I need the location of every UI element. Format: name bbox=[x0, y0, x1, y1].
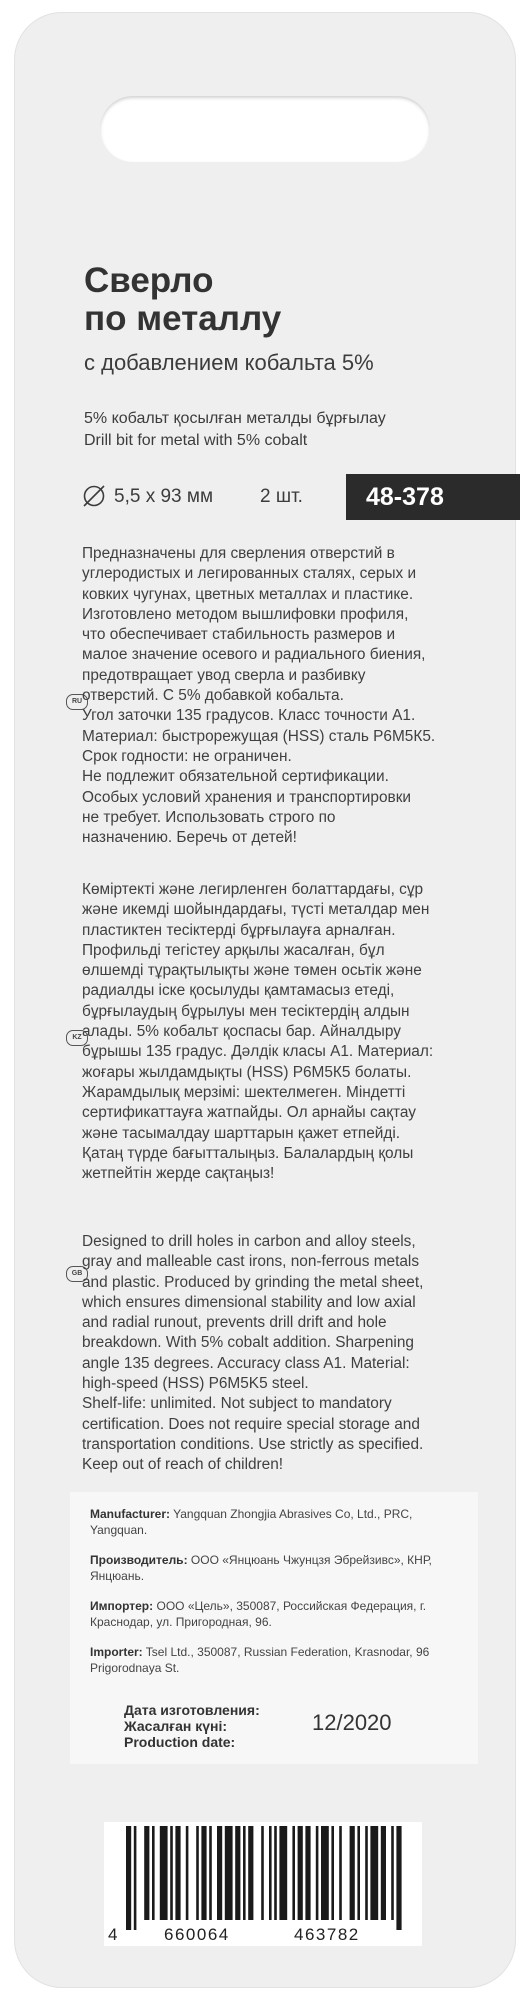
producer-label: Производитель: bbox=[90, 1553, 188, 1567]
barcode-bar bbox=[321, 1826, 329, 1920]
quantity: 2 шт. bbox=[260, 486, 303, 507]
barcode-bar bbox=[243, 1826, 246, 1920]
barcode-group-left: 660064 bbox=[164, 1925, 230, 1944]
barcode-bar bbox=[269, 1826, 272, 1920]
barcode-bar bbox=[396, 1826, 401, 1930]
description-line: радиалды іске қосылуды қамтамасыз етеді, bbox=[82, 982, 395, 1000]
producer-value: ООО «Янцюань Чжунцзя Эбрейзивс», КНР, Янцюань. bbox=[90, 1553, 432, 1583]
barcode-bar bbox=[365, 1826, 368, 1920]
barcode-bar bbox=[175, 1826, 180, 1920]
description-line: Designed to drill holes in carbon and alloy steels, bbox=[82, 1233, 416, 1250]
description-ru bbox=[82, 544, 494, 848]
product-subtitle: с добавлением кобальта 5% bbox=[84, 350, 374, 375]
barcode-bar bbox=[350, 1826, 355, 1920]
description-line: Жарамдылық мерзімі: шектелмеген. Міндетті bbox=[82, 1083, 406, 1101]
barcode-bar bbox=[381, 1826, 386, 1920]
description-line: отверстий. С 5% добавкой кобальта. bbox=[82, 687, 344, 705]
description-line: which ensures dimensional stability and low axial bbox=[82, 1293, 416, 1311]
description-line: Shelf-life: unlimited. Not subject to mandatory bbox=[82, 1395, 392, 1413]
barcode-bar bbox=[186, 1826, 189, 1920]
hang-hole bbox=[100, 96, 430, 162]
description-line: ковких чугунах, цветных металлах и пластике. bbox=[82, 585, 414, 603]
barcode-bar bbox=[316, 1826, 319, 1920]
product-title bbox=[84, 262, 281, 338]
barcode-bar bbox=[391, 1826, 394, 1920]
title-kz: 5% кобальт қосылған металды бұрғылау bbox=[84, 410, 386, 427]
description-line: малое значение осевого и радиального биения, bbox=[82, 646, 426, 664]
barcode-bar bbox=[305, 1826, 310, 1920]
description-line: and radial runout, prevents drill drift and hole bbox=[82, 1314, 387, 1332]
barcode-bar bbox=[370, 1826, 378, 1920]
barcode-bar bbox=[201, 1826, 206, 1920]
description-line: не требует. Использовать строго по bbox=[82, 808, 336, 826]
description-line: сертификаттауға жатпайды. Ол арнайы сақтау bbox=[82, 1104, 416, 1122]
barcode-bar bbox=[357, 1826, 360, 1920]
description-line: Материал: быстрорежущая (HSS) сталь Р6М5К5. bbox=[82, 727, 436, 745]
barcode-bar bbox=[339, 1826, 342, 1920]
description-line: Профильді тегістеу арқылы жасалған, бұл bbox=[82, 941, 385, 959]
barcode-bar bbox=[279, 1826, 287, 1920]
barcode-bar bbox=[298, 1826, 303, 1920]
description-line: Қатаң түрде бағытталыңыз. Балалардың қолы bbox=[82, 1144, 414, 1162]
description-line: Не подлежит обязательной сертификации. bbox=[82, 768, 389, 786]
lang-badge-ru: RU bbox=[66, 694, 88, 710]
barcode-bar bbox=[331, 1826, 334, 1920]
description-line: және тасымалдау шарттарын қажет етпейді. bbox=[82, 1124, 401, 1142]
description-line: углеродистых и легированных сталях, серых и bbox=[82, 565, 417, 583]
lang-badge-kz: KZ bbox=[66, 1030, 88, 1046]
description-line: пластиктен тесіктерді бұрғылауға арналған. bbox=[82, 921, 396, 939]
description-line: high-speed (HSS) P6M5K5 steel. bbox=[82, 1375, 309, 1393]
description-line: and plastic. Produced by grinding the metal sheet, bbox=[82, 1273, 424, 1291]
barcode-bar bbox=[217, 1826, 222, 1920]
description-line: angle 135 degrees. Accuracy class A1. Material: bbox=[82, 1354, 410, 1372]
title-line-1: Сверло bbox=[84, 261, 214, 300]
producer-info bbox=[90, 1552, 470, 1584]
drill-size: 5,5 х 93 мм bbox=[114, 486, 214, 507]
importer-en-value: Tsel Ltd., 350087, Russian Federation, Krasnodar, 96 Prigorodnaya St. bbox=[90, 1645, 430, 1675]
description-line: өлшемді тұрақтылықты және төмен осьтік және bbox=[82, 962, 422, 980]
barcode-group-right: 463782 bbox=[294, 1925, 360, 1944]
barcode-bar bbox=[144, 1826, 149, 1920]
barcode-bar bbox=[126, 1826, 131, 1930]
barcode-bar bbox=[152, 1826, 155, 1920]
title-line-2: по металлу bbox=[84, 299, 282, 338]
importer-ru-info bbox=[90, 1598, 470, 1630]
description-line: жетпейтін жерде сақтаңыз! bbox=[82, 1165, 275, 1183]
info-box bbox=[70, 1492, 478, 1764]
barcode-bar bbox=[134, 1826, 137, 1930]
manufacturer-label: Manufacturer: bbox=[90, 1507, 171, 1521]
description-line: предотвращает увод сверла и разбивку bbox=[82, 666, 366, 684]
barcode-bar bbox=[248, 1826, 253, 1920]
title-en: Drill bit for metal with 5% cobalt bbox=[84, 432, 308, 449]
barcode-bar bbox=[209, 1826, 212, 1920]
barcode-bar bbox=[170, 1826, 173, 1920]
barcode-bar bbox=[196, 1826, 199, 1920]
description-line: назначению. Беречь от детей! bbox=[82, 829, 297, 847]
barcode-bar bbox=[225, 1826, 233, 1920]
description-line: Срок годности: не ограничен. bbox=[82, 747, 292, 765]
date-label-kz: Жасалған күні: bbox=[124, 1718, 228, 1734]
production-date: 12/2020 bbox=[312, 1710, 392, 1735]
description-line: Keep out of reach of children! bbox=[82, 1456, 284, 1474]
description-line: жоғары жылдамдықты (HSS) Р6М5К5 болаты. bbox=[82, 1063, 412, 1081]
manufacturer-value: Yangquan Zhongjia Abrasives Co, Ltd., PRC, Yangquan. bbox=[90, 1507, 413, 1537]
manufacturer-info bbox=[90, 1506, 470, 1538]
description-line: бұрышы 135 градус. Дәлдік класы А1. Материал: bbox=[82, 1043, 434, 1061]
lang-badge-gb: GB bbox=[66, 1266, 88, 1282]
description-line: gray and malleable cast irons, non-ferrous metals bbox=[82, 1253, 420, 1271]
date-label-ru: Дата изготовления: bbox=[124, 1702, 260, 1718]
description-kz bbox=[82, 880, 494, 1184]
article-number: 48-378 bbox=[346, 474, 520, 520]
importer-ru-value: ООО «Цель», 350087, Российская Федерация, г. Краснодар, ул. Пригородная, 96. bbox=[90, 1599, 427, 1629]
description-line: Предназначены для сверления отверстий в bbox=[82, 545, 395, 562]
barcode-bar bbox=[274, 1826, 277, 1920]
barcode-digit-first: 4 bbox=[108, 1925, 118, 1944]
barcode-bar bbox=[261, 1826, 264, 1920]
description-line: transportation conditions. Use strictly as specified. bbox=[82, 1435, 424, 1453]
production-date-labels bbox=[124, 1702, 260, 1750]
diameter-icon bbox=[82, 484, 106, 508]
description-line: бұрғылаудың бұрылуы мен тесіктердің алдын bbox=[82, 1002, 410, 1020]
description-line: Көміртекті және легирленген болаттардағы, сұр bbox=[82, 881, 424, 898]
description-line: Угол заточки 135 градусов. Класс точности А1. bbox=[82, 707, 416, 725]
barcode-bar bbox=[292, 1826, 295, 1920]
importer-ru-label: Импортер: bbox=[90, 1599, 154, 1613]
description-line: Изготовлено методом вышлифовки профиля, bbox=[82, 605, 409, 623]
description-line: certification. Does not require special storage and bbox=[82, 1415, 420, 1433]
date-label-en: Production date: bbox=[124, 1734, 236, 1750]
description-en bbox=[82, 1232, 494, 1476]
importer-en-info bbox=[90, 1644, 470, 1676]
barcode-bar bbox=[160, 1826, 168, 1920]
size-row bbox=[82, 474, 520, 520]
barcode-bar bbox=[235, 1826, 240, 1920]
description-line: breakdown. With 5% cobalt addition. Sharpening bbox=[82, 1334, 414, 1352]
description-line: Особых условий хранения и транспортировки bbox=[82, 788, 412, 806]
description-line: что обеспечивает стабильность размеров и bbox=[82, 626, 396, 644]
importer-en-label: Importer: bbox=[90, 1645, 143, 1659]
description-line: және икемді шойындардағы, түсті металдар мен bbox=[82, 901, 430, 919]
description-line: алады. 5% кобальт қоспасы бар. Айналдыру bbox=[82, 1023, 401, 1041]
barcode bbox=[104, 1822, 422, 1946]
